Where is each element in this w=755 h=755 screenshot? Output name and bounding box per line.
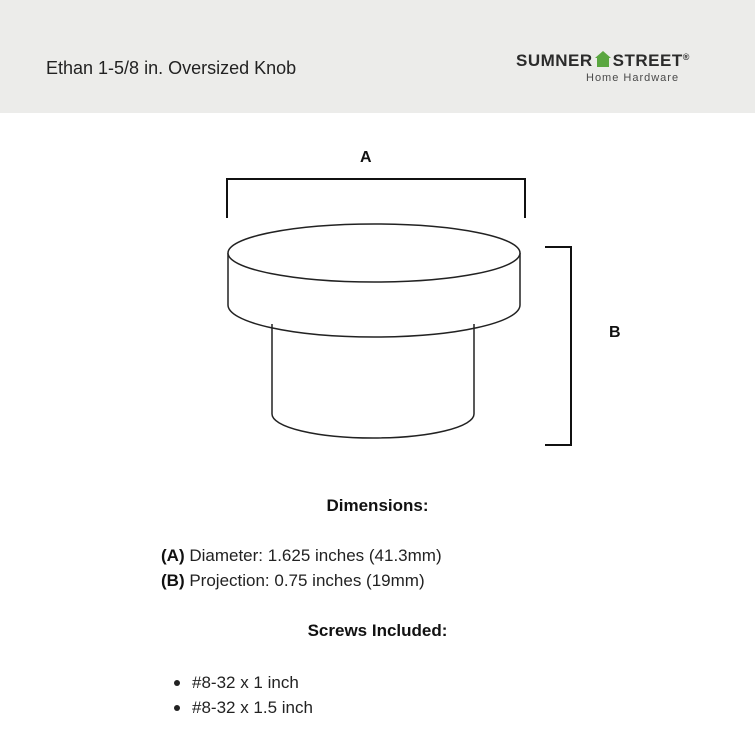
screws-heading: Screws Included: — [307, 621, 448, 640]
list-item: #8-32 x 1.5 inch — [174, 695, 313, 720]
registered-mark: ® — [682, 52, 690, 62]
spec-projection — [161, 571, 425, 591]
dimension-a-bracket — [227, 179, 525, 218]
knob-stem — [272, 324, 474, 438]
spec-diameter-key: (A) — [161, 546, 185, 565]
spec-projection-key: (B) — [161, 571, 185, 590]
dimension-a-label: A — [360, 149, 372, 166]
logo-name-right: STREET — [612, 51, 683, 70]
knob-cap-top — [228, 224, 520, 282]
logo-name-left: SUMNER — [516, 51, 593, 70]
logo-subtitle: Home Hardware — [586, 72, 680, 84]
list-item: #8-32 x 1 inch — [174, 670, 313, 695]
dimension-b-label: B — [609, 324, 621, 341]
product-title: Ethan 1-5/8 in. Oversized Knob — [46, 58, 297, 78]
spec-diameter-text: Diameter: 1.625 inches (41.3mm) — [184, 546, 442, 565]
spec-diameter — [161, 546, 442, 566]
spec-projection-text: Projection: 0.75 inches (19mm) — [184, 571, 425, 590]
screw-list — [174, 670, 313, 720]
dimensions-heading: Dimensions: — [326, 496, 429, 515]
dimension-b-bracket — [545, 247, 571, 445]
